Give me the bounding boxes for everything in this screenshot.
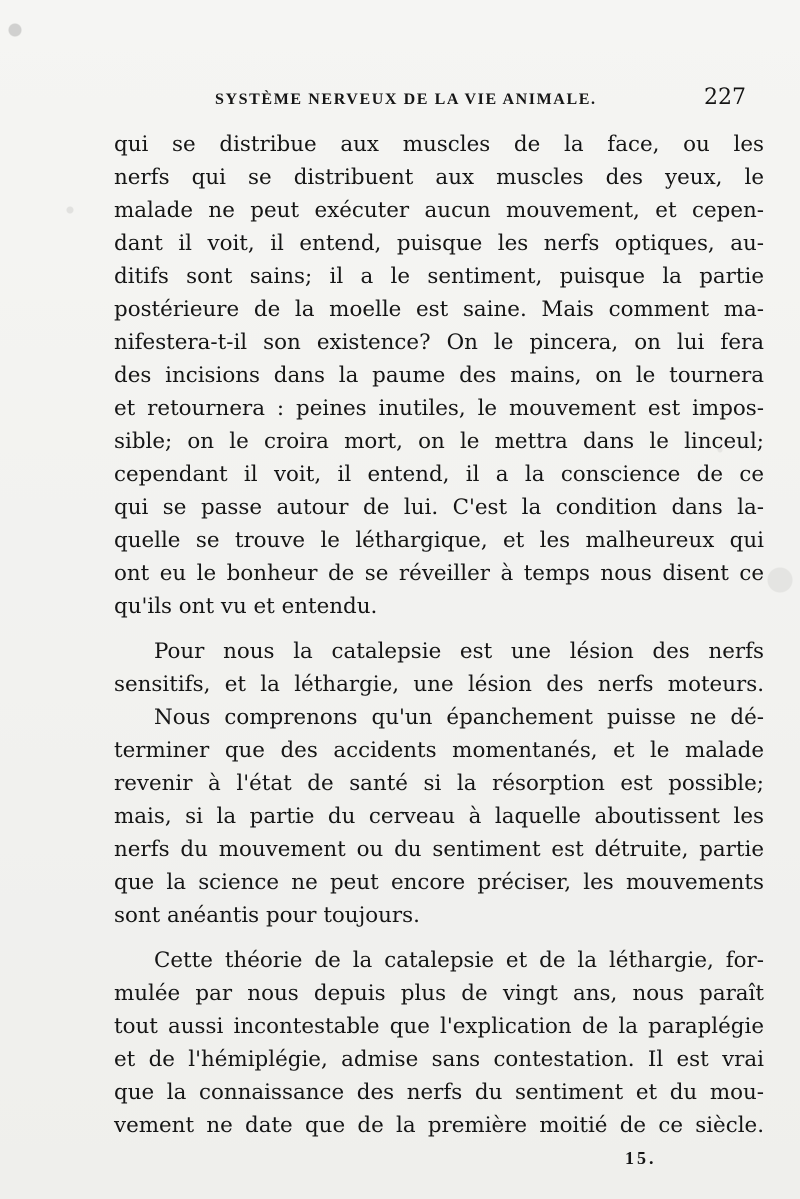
page-number: 227 — [704, 85, 746, 110]
body-line: que la connaissance des nerfs du sentiment et du mou- — [114, 1080, 764, 1105]
body-line: nerfs qui se distribuent aux muscles des yeux, le — [114, 165, 764, 190]
body-line: et de l'hémiplégie, admise sans contestation. Il est vrai — [114, 1047, 764, 1072]
body-line: tout aussi incontestable que l'explication de la paraplégie — [114, 1014, 764, 1039]
body-line: Nous comprenons qu'un épanchement puisse ne dé- — [154, 705, 764, 730]
body-line: nifestera-t-il son existence? On le pincera, on lui fera — [114, 330, 764, 355]
body-line: sible; on le croira mort, on le mettra dans le linceul; — [114, 429, 764, 454]
body-line: sensitifs, et la léthargie, une lésion des nerfs moteurs. — [114, 672, 764, 697]
body-line: et retournera : peines inutiles, le mouvement est impos- — [114, 396, 764, 421]
body-line: revenir à l'état de santé si la résorption est possible; — [114, 771, 764, 796]
body-line: malade ne peut exécuter aucun mouvement, et cepen- — [114, 198, 764, 223]
body-line: nerfs du mouvement ou du sentiment est détruite, partie — [114, 837, 764, 862]
body-line: qui se passe autour de lui. C'est la condition dans la- — [114, 495, 764, 520]
signature-mark: 15. — [625, 1148, 657, 1168]
body-line: ont eu le bonheur de se réveiller à temps nous disent ce — [114, 561, 764, 586]
body-line: des incisions dans la paume des mains, on le tournera — [114, 363, 764, 388]
body-line: vement ne date que de la première moitié de ce siècle. — [114, 1113, 764, 1138]
body-line: sont anéantis pour toujours. — [114, 903, 420, 928]
body-line: terminer que des accidents momentanés, et le malade — [114, 738, 764, 763]
body-line: mais, si la partie du cerveau à laquelle aboutissent les — [114, 804, 764, 829]
body-line: quelle se trouve le léthargique, et les malheureux qui — [114, 528, 764, 553]
body-line: ditifs sont sains; il a le sentiment, puisque la partie — [114, 264, 764, 289]
body-line: dant il voit, il entend, puisque les nerfs optiques, au- — [114, 231, 764, 256]
running-title: SYSTÈME NERVEUX DE LA VIE ANIMALE. — [215, 91, 597, 108]
body-line: qui se distribue aux muscles de la face, ou les — [114, 132, 764, 157]
body-line: cependant il voit, il entend, il a la conscience de ce — [114, 462, 764, 487]
body-line: Cette théorie de la catalepsie et de la léthargie, for- — [154, 948, 764, 973]
body-line: Pour nous la catalepsie est une lésion des nerfs — [154, 639, 764, 664]
body-line: postérieure de la moelle est saine. Mais comment ma- — [114, 297, 764, 322]
body-line: que la science ne peut encore préciser, les mouvements — [114, 870, 764, 895]
body-line: qu'ils ont vu et entendu. — [114, 594, 378, 619]
page-header — [0, 85, 800, 115]
body-line: mulée par nous depuis plus de vingt ans, nous paraît — [114, 981, 764, 1006]
